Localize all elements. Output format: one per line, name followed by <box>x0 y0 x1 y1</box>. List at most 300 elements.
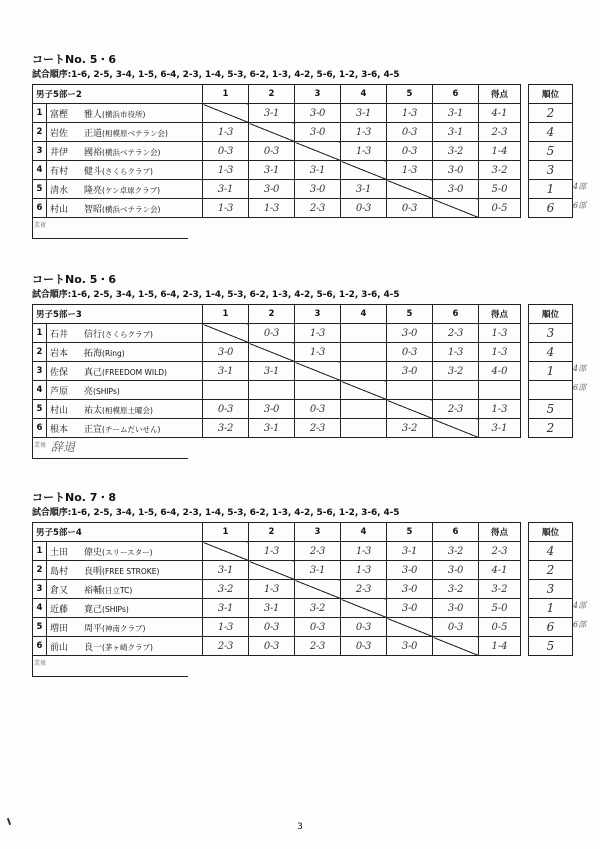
self-match-cell <box>341 161 387 180</box>
player-row <box>33 637 573 656</box>
rank: 6 <box>529 199 573 218</box>
player-given-name: 良明 <box>84 566 103 577</box>
column-gap <box>521 419 529 438</box>
match-score: 3-1 <box>249 362 295 381</box>
player-row <box>33 199 573 218</box>
player-given-name: 裕輔 <box>84 585 103 596</box>
player-number: 3 <box>33 362 47 381</box>
points: 3-1 <box>479 419 521 438</box>
match-score: 0-3 <box>387 142 433 161</box>
match-score: 1-3 <box>295 343 341 362</box>
rank: 1 <box>529 362 573 381</box>
player-number: 3 <box>33 142 47 161</box>
player-row <box>33 343 573 362</box>
player-number: 1 <box>33 542 47 561</box>
rank: 6 <box>529 618 573 637</box>
self-match-cell <box>433 419 479 438</box>
col-header: 1 <box>203 85 249 104</box>
match-score: 3-0 <box>433 161 479 180</box>
rank: 1 <box>529 599 573 618</box>
player-surname: 倉又 <box>50 585 69 596</box>
player-given-name: 正道 <box>84 128 103 139</box>
player-club: (スリースター) <box>102 547 153 557</box>
match-score: 3-0 <box>433 180 479 199</box>
player-row <box>33 324 573 343</box>
player-club: (相模原土曜会) <box>102 405 153 415</box>
player-surname: 村山 <box>50 405 69 416</box>
match-score: 3-2 <box>203 419 249 438</box>
player-given-name: 國裕 <box>84 147 103 158</box>
match-score: 1-3 <box>387 161 433 180</box>
rank: 2 <box>529 104 573 123</box>
player-club: (FREE STROKE) <box>102 566 160 576</box>
self-match-cell <box>249 561 295 580</box>
rank: 1 <box>529 180 573 199</box>
header-row <box>33 523 573 542</box>
match-score: 3-1 <box>295 161 341 180</box>
group-name: 男子5部ー4 <box>33 523 203 542</box>
rank: 4 <box>529 123 573 142</box>
match-score: 3-0 <box>387 637 433 656</box>
player-given-name: 真己 <box>84 367 103 378</box>
match-score: 1-3 <box>341 142 387 161</box>
match-score: 1-3 <box>341 542 387 561</box>
column-gap <box>521 400 529 419</box>
player-name <box>47 362 203 381</box>
player-row <box>33 123 573 142</box>
page-number: 3 <box>297 822 303 832</box>
column-gap <box>521 580 529 599</box>
col-header: 3 <box>295 85 341 104</box>
player-name <box>47 561 203 580</box>
player-surname: 井伊 <box>50 147 69 158</box>
match-score: 3-0 <box>249 180 295 199</box>
match-score <box>341 343 387 362</box>
points: 1-3 <box>479 343 521 362</box>
player-number: 6 <box>33 637 47 656</box>
match-score: 3-0 <box>387 599 433 618</box>
player-name <box>47 542 203 561</box>
player-given-name: 祐太 <box>84 405 103 416</box>
match-score <box>387 381 433 400</box>
column-gap <box>521 381 529 400</box>
match-score: 3-0 <box>295 104 341 123</box>
self-match-cell <box>203 324 249 343</box>
col-header: 2 <box>249 523 295 542</box>
col-header: 6 <box>433 523 479 542</box>
player-given-name: 亮 <box>84 386 94 397</box>
note-box <box>32 656 188 677</box>
rank-side-note: 4部 <box>573 182 587 191</box>
player-name <box>47 400 203 419</box>
match-score: 3-0 <box>433 561 479 580</box>
match-score: 3-2 <box>203 580 249 599</box>
match-score: 0-3 <box>341 199 387 218</box>
column-gap <box>521 599 529 618</box>
col-header: 得点 <box>479 523 521 542</box>
match-score: 0-3 <box>249 324 295 343</box>
self-match-cell <box>203 542 249 561</box>
note-label: 業複 <box>34 222 47 229</box>
points: 4-0 <box>479 362 521 381</box>
player-number: 2 <box>33 343 47 362</box>
player-given-name: 信行 <box>84 329 103 340</box>
player-number: 2 <box>33 561 47 580</box>
self-match-cell <box>341 381 387 400</box>
col-header: 3 <box>295 523 341 542</box>
match-score: 2-3 <box>203 637 249 656</box>
note-box <box>32 218 188 239</box>
note-label: 業複 <box>34 660 47 667</box>
match-score: 0-3 <box>249 637 295 656</box>
match-score: 3-1 <box>203 561 249 580</box>
col-header: 4 <box>341 85 387 104</box>
self-match-cell <box>295 362 341 381</box>
court-number: コートNo. 5・6 <box>32 273 117 286</box>
player-name <box>47 343 203 362</box>
match-score: 2-3 <box>433 324 479 343</box>
player-name <box>47 381 203 400</box>
self-match-cell <box>295 142 341 161</box>
player-name <box>47 161 203 180</box>
rank: 5 <box>529 142 573 161</box>
player-surname: 土田 <box>50 547 69 558</box>
player-name <box>47 324 203 343</box>
col-header: 得点 <box>479 305 521 324</box>
match-score: 3-1 <box>341 104 387 123</box>
match-order: 試合順序:1-6, 2-5, 3-4, 1-5, 6-4, 2-3, 1-4, 5-3, 6-2, 1-3, 4-2, 5-6, 1-2, 3-6, 4-5 <box>32 290 400 300</box>
match-score: 1-3 <box>387 104 433 123</box>
column-gap <box>521 542 529 561</box>
rank: 2 <box>529 561 573 580</box>
player-surname: 富樫 <box>50 109 69 120</box>
player-surname: 石井 <box>50 329 69 340</box>
player-given-name: 雅人 <box>84 109 103 120</box>
player-number: 4 <box>33 381 47 400</box>
match-score: 1-3 <box>203 618 249 637</box>
self-match-cell <box>387 180 433 199</box>
match-score: 3-1 <box>249 419 295 438</box>
points: 3-2 <box>479 161 521 180</box>
league-table <box>32 84 573 218</box>
points: 2-3 <box>479 542 521 561</box>
column-gap <box>521 161 529 180</box>
player-club: (日立TC) <box>102 585 133 595</box>
player-row <box>33 561 573 580</box>
match-score: 3-1 <box>203 362 249 381</box>
column-gap <box>521 362 529 381</box>
player-number: 2 <box>33 123 47 142</box>
player-club: (相模原ベテラン会) <box>102 128 168 138</box>
player-number: 1 <box>33 324 47 343</box>
match-score: 3-2 <box>433 580 479 599</box>
rank: 3 <box>529 580 573 599</box>
match-score: 1-3 <box>295 324 341 343</box>
match-score: 3-0 <box>387 324 433 343</box>
match-score: 3-1 <box>433 123 479 142</box>
player-row <box>33 599 573 618</box>
col-header: 4 <box>341 523 387 542</box>
match-score: 3-0 <box>203 343 249 362</box>
rank: 5 <box>529 400 573 419</box>
self-match-cell <box>387 618 433 637</box>
match-order-label: 試合順序 <box>32 508 68 518</box>
player-surname: 岩佐 <box>50 128 69 139</box>
player-name <box>47 104 203 123</box>
player-number: 6 <box>33 199 47 218</box>
match-score: 3-1 <box>249 599 295 618</box>
rank <box>529 381 573 400</box>
column-gap <box>521 305 529 324</box>
match-score: 3-1 <box>249 104 295 123</box>
player-row <box>33 580 573 599</box>
player-name <box>47 580 203 599</box>
points: 4-1 <box>479 104 521 123</box>
match-score: 3-1 <box>203 599 249 618</box>
player-row <box>33 104 573 123</box>
match-score: 3-0 <box>387 580 433 599</box>
points: 5-0 <box>479 599 521 618</box>
player-surname: 村山 <box>50 204 69 215</box>
note-box <box>32 438 188 459</box>
match-score: 2-3 <box>295 637 341 656</box>
player-row <box>33 381 573 400</box>
match-score: 0-3 <box>295 618 341 637</box>
column-gap <box>521 199 529 218</box>
rank: 2 <box>529 419 573 438</box>
player-surname: 島村 <box>50 566 69 577</box>
points: 1-4 <box>479 637 521 656</box>
match-score: 3-1 <box>249 161 295 180</box>
match-score: 3-1 <box>295 561 341 580</box>
note-handwriting: 辞退 <box>51 440 76 454</box>
match-score: 1-3 <box>341 561 387 580</box>
match-order: 試合順序:1-6, 2-5, 3-4, 1-5, 6-4, 2-3, 1-4, 5-3, 6-2, 1-3, 4-2, 5-6, 1-2, 3-6, 4-5 <box>32 70 400 80</box>
player-surname: 前山 <box>50 642 69 653</box>
rank-side-note: 4部 <box>573 601 587 610</box>
self-match-cell <box>433 637 479 656</box>
match-score: 0-3 <box>249 618 295 637</box>
match-score: 3-1 <box>387 542 433 561</box>
col-header: 6 <box>433 305 479 324</box>
match-order: 試合順序:1-6, 2-5, 3-4, 1-5, 6-4, 2-3, 1-4, 5-3, 6-2, 1-3, 4-2, 5-6, 1-2, 3-6, 4-5 <box>32 508 400 518</box>
rank: 3 <box>529 324 573 343</box>
match-score: 3-1 <box>433 104 479 123</box>
match-score <box>295 381 341 400</box>
match-score: 3-0 <box>249 400 295 419</box>
player-number: 1 <box>33 104 47 123</box>
player-club: (FREEDOM WILD) <box>102 367 167 377</box>
player-surname: 近藤 <box>50 604 69 615</box>
col-header-rank: 順位 <box>529 85 573 104</box>
self-match-cell <box>249 343 295 362</box>
match-score: 1-3 <box>203 199 249 218</box>
column-gap <box>521 104 529 123</box>
player-club: (さくらクラブ) <box>102 329 153 339</box>
player-number: 4 <box>33 599 47 618</box>
player-club: (ケン卓球クラブ) <box>102 185 160 195</box>
match-score: 2-3 <box>341 580 387 599</box>
col-header: 得点 <box>479 85 521 104</box>
match-score: 0-3 <box>341 618 387 637</box>
col-header: 1 <box>203 305 249 324</box>
points: 3-2 <box>479 580 521 599</box>
match-score: 0-3 <box>203 400 249 419</box>
match-score: 3-0 <box>295 123 341 142</box>
self-match-cell <box>295 580 341 599</box>
player-row <box>33 419 573 438</box>
col-header: 6 <box>433 85 479 104</box>
player-number: 5 <box>33 180 47 199</box>
points: 1-3 <box>479 324 521 343</box>
points: 1-4 <box>479 142 521 161</box>
player-club: (Ring) <box>102 348 125 358</box>
player-surname: 有村 <box>50 166 69 177</box>
points: 5-0 <box>479 180 521 199</box>
player-name <box>47 419 203 438</box>
match-order-text: 1-6, 2-5, 3-4, 1-5, 6-4, 2-3, 1-4, 5-3, 6-2, 1-3, 4-2, 5-6, 1-2, 3-6, 4-5 <box>71 508 400 518</box>
player-given-name: 隆亮 <box>84 185 103 196</box>
match-score: 2-3 <box>295 199 341 218</box>
match-order-label: 試合順序 <box>32 70 68 80</box>
player-surname: 佐保 <box>50 367 69 378</box>
player-number: 5 <box>33 618 47 637</box>
match-score: 2-3 <box>433 400 479 419</box>
player-surname: 増田 <box>50 623 69 634</box>
player-club: (さくらクラブ) <box>102 166 153 176</box>
column-gap <box>521 142 529 161</box>
match-score: 1-3 <box>249 199 295 218</box>
column-gap <box>521 561 529 580</box>
match-score <box>249 381 295 400</box>
match-order-text: 1-6, 2-5, 3-4, 1-5, 6-4, 2-3, 1-4, 5-3, 6-2, 1-3, 4-2, 5-6, 1-2, 3-6, 4-5 <box>71 70 400 80</box>
col-header: 2 <box>249 305 295 324</box>
column-gap <box>521 523 529 542</box>
match-score: 3-2 <box>295 599 341 618</box>
match-score: 1-3 <box>203 161 249 180</box>
self-match-cell <box>203 104 249 123</box>
league-section-2 <box>32 272 572 459</box>
player-club: (茅ヶ崎クラブ) <box>102 642 153 652</box>
player-surname: 清水 <box>50 185 69 196</box>
player-surname: 岩本 <box>50 348 69 359</box>
column-gap <box>521 324 529 343</box>
player-club: (横浜市役所) <box>102 109 146 119</box>
match-score: 3-0 <box>295 180 341 199</box>
player-name <box>47 199 203 218</box>
player-given-name: 周平 <box>84 623 103 634</box>
player-name <box>47 599 203 618</box>
note-label: 業複 <box>34 442 47 449</box>
match-score: 2-3 <box>295 419 341 438</box>
league-table <box>32 522 573 656</box>
group-name: 男子5部ー2 <box>33 85 203 104</box>
match-score: 0-3 <box>387 343 433 362</box>
match-score <box>341 362 387 381</box>
match-score: 1-3 <box>203 123 249 142</box>
player-surname: 根本 <box>50 424 69 435</box>
rank: 3 <box>529 161 573 180</box>
header-row <box>33 305 573 324</box>
match-score <box>341 400 387 419</box>
player-given-name: 智昭 <box>84 204 103 215</box>
player-name <box>47 637 203 656</box>
col-header: 1 <box>203 523 249 542</box>
col-header-rank: 順位 <box>529 523 573 542</box>
league-section-1 <box>32 52 572 239</box>
court-number: コートNo. 7・8 <box>32 491 117 504</box>
player-given-name: 良一 <box>84 642 103 653</box>
match-score: 1-3 <box>249 580 295 599</box>
match-score: 0-3 <box>203 142 249 161</box>
player-row <box>33 142 573 161</box>
col-header-rank: 順位 <box>529 305 573 324</box>
rank: 4 <box>529 542 573 561</box>
player-name <box>47 618 203 637</box>
col-header: 5 <box>387 305 433 324</box>
player-row <box>33 400 573 419</box>
court-number: コートNo. 5・6 <box>32 53 117 66</box>
col-header: 4 <box>341 305 387 324</box>
match-order-text: 1-6, 2-5, 3-4, 1-5, 6-4, 2-3, 1-4, 5-3, 6-2, 1-3, 4-2, 5-6, 1-2, 3-6, 4-5 <box>71 290 400 300</box>
match-score: 3-2 <box>387 419 433 438</box>
column-gap <box>521 343 529 362</box>
match-score: 3-2 <box>433 542 479 561</box>
player-number: 4 <box>33 161 47 180</box>
player-given-name: 拓海 <box>84 348 103 359</box>
player-club: (チームだいせん) <box>102 424 161 434</box>
player-given-name: 正宣 <box>84 424 103 435</box>
match-score: 0-3 <box>387 123 433 142</box>
col-header: 3 <box>295 305 341 324</box>
player-name <box>47 180 203 199</box>
player-row <box>33 180 573 199</box>
rank-side-note: 4部 <box>573 364 587 373</box>
points <box>479 381 521 400</box>
match-score: 3-0 <box>387 362 433 381</box>
player-given-name: 健斗 <box>84 166 103 177</box>
match-score: 1-3 <box>249 542 295 561</box>
col-header: 5 <box>387 85 433 104</box>
match-score: 0-3 <box>341 637 387 656</box>
self-match-cell <box>249 123 295 142</box>
player-number: 5 <box>33 400 47 419</box>
match-score: 1-3 <box>341 123 387 142</box>
column-gap <box>521 85 529 104</box>
player-row <box>33 362 573 381</box>
header-row <box>33 85 573 104</box>
player-club: (SHIPs) <box>102 604 129 614</box>
player-club: (横浜ベテラン会) <box>102 147 161 157</box>
self-match-cell <box>341 599 387 618</box>
points: 1-3 <box>479 400 521 419</box>
rank: 4 <box>529 343 573 362</box>
match-score: 3-0 <box>387 561 433 580</box>
match-score <box>203 381 249 400</box>
self-match-cell <box>433 199 479 218</box>
league-table <box>32 304 573 438</box>
match-score: 3-2 <box>433 142 479 161</box>
player-number: 3 <box>33 580 47 599</box>
match-score: 3-2 <box>433 362 479 381</box>
player-club: (神南クラブ) <box>102 623 146 633</box>
player-given-name: 寛己 <box>84 604 103 615</box>
match-score: 2-3 <box>295 542 341 561</box>
self-match-cell <box>387 400 433 419</box>
col-header: 5 <box>387 523 433 542</box>
points: 0-5 <box>479 618 521 637</box>
col-header: 2 <box>249 85 295 104</box>
